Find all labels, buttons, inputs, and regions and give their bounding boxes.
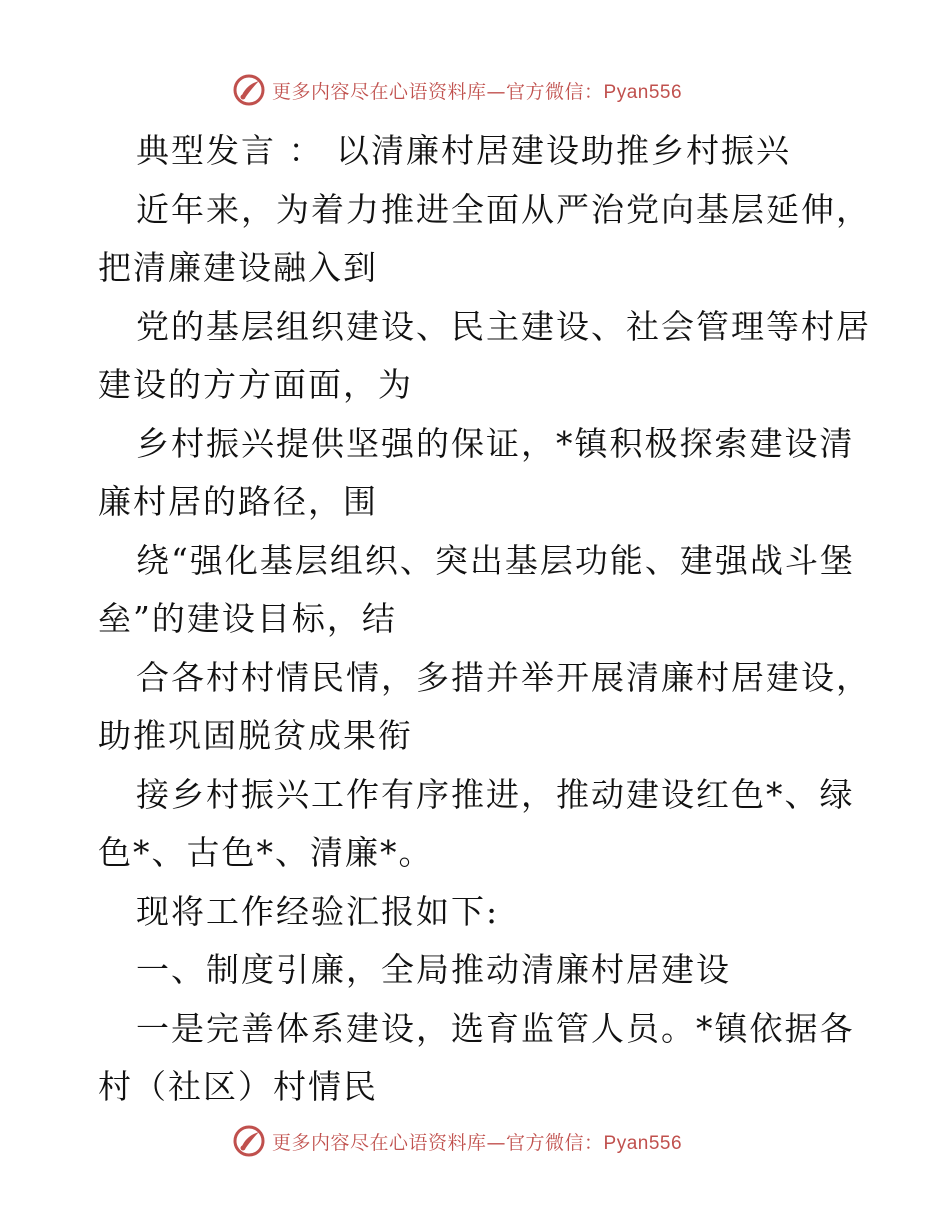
document-body xyxy=(98,122,871,1117)
document-line: 一是完善体系建设，选育监管人员。*镇依据各 xyxy=(136,1008,855,1048)
document-line: 典型发言 ： 以清廉村居建设助推乡村振兴 xyxy=(136,131,791,170)
watermark-separator: — xyxy=(486,1131,507,1154)
watermark-wechat-label: 官方微信： xyxy=(506,80,604,103)
watermark-text xyxy=(272,1128,682,1155)
document-line: 把清廉建设融入到 xyxy=(98,248,378,287)
watermark-text xyxy=(272,77,682,104)
footer-watermark xyxy=(232,1121,682,1161)
document-line: 绕“强化基层组织、突出基层功能、建强战斗堡 xyxy=(136,540,855,580)
document-line: 村（社区）村情民 xyxy=(98,1067,378,1106)
document-line: 廉村居的路径，围 xyxy=(98,482,378,521)
document-line: 现将工作经验汇报如下: xyxy=(136,891,500,931)
watermark-separator: — xyxy=(486,80,507,103)
document-line: 一、制度引廉，全局推动清廉村居建设 xyxy=(136,950,731,989)
watermark-wechat-label: 官方微信： xyxy=(506,1131,604,1154)
document-line: 助推巩固脱贫成果衔 xyxy=(98,716,413,755)
document-line: 色*、古色*、清廉*。 xyxy=(98,833,434,872)
watermark-site-text: 更多内容尽在心语资料库 xyxy=(272,80,487,103)
document-line: 垒”的建设目标，结 xyxy=(98,599,397,638)
document-line: 建设的方方面面，为 xyxy=(98,365,413,404)
ink-brush-logo-icon xyxy=(232,73,266,107)
document-line: 党的基层组织建设、民主建设、社会管理等村居 xyxy=(136,306,871,346)
ink-brush-logo-icon xyxy=(232,1124,266,1158)
watermark-site-text: 更多内容尽在心语资料库 xyxy=(272,1131,487,1154)
document-line: 接乡村振兴工作有序推进，推动建设红色*、绿 xyxy=(136,774,855,814)
watermark-wechat-id: Pyan556 xyxy=(603,1132,683,1154)
document-line: 乡村振兴提供坚强的保证，*镇积极探索建设清 xyxy=(136,423,855,463)
header-watermark xyxy=(232,70,682,110)
watermark-wechat-id: Pyan556 xyxy=(603,81,683,103)
document-line: 合各村村情民情，多措并举开展清廉村居建设， xyxy=(136,657,871,697)
document-line: 近年来，为着力推进全面从严治党向基层延伸， xyxy=(136,189,871,229)
